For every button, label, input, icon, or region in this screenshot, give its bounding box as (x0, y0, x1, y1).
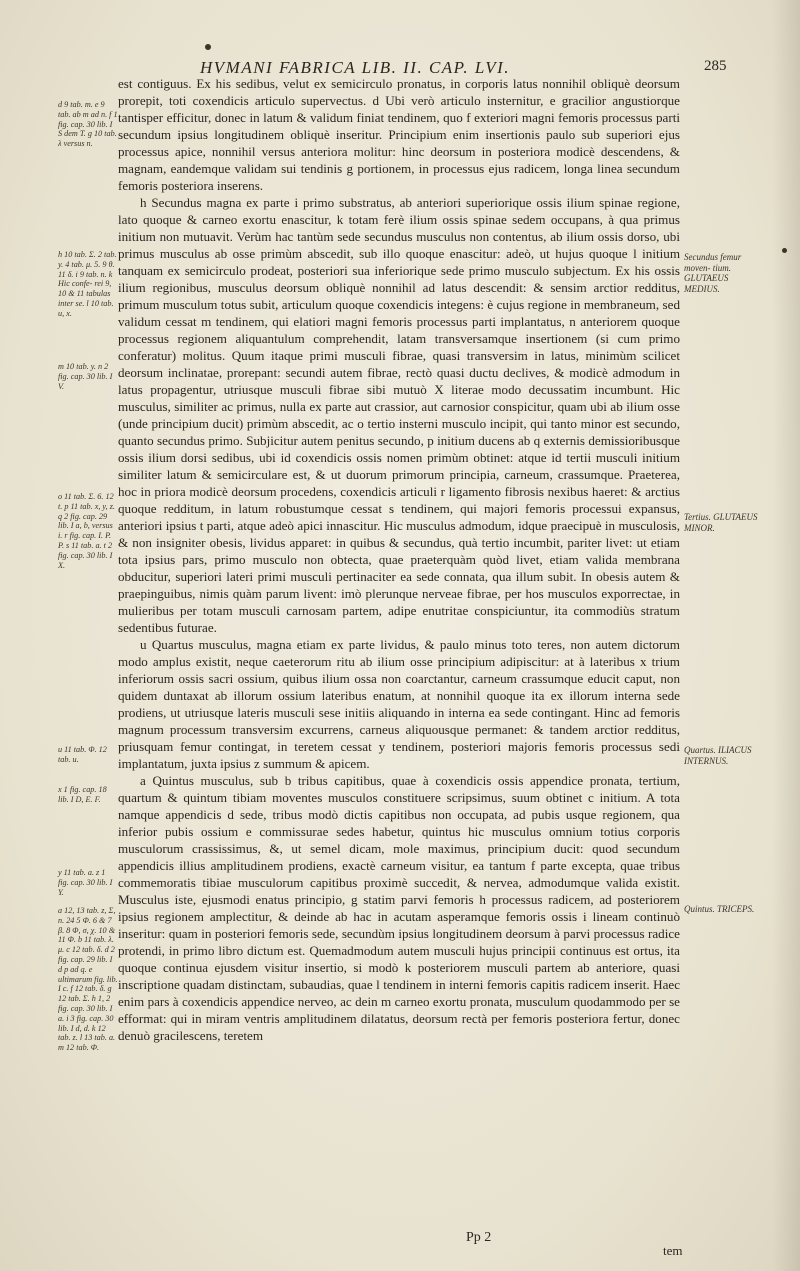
running-title: HVMANI FABRICA LIB. II. CAP. LVI. (200, 58, 510, 77)
margin-note-right: Tertius. GLUTAEUS MINOR. (684, 512, 758, 533)
ink-dot (782, 248, 787, 253)
margin-note-left: a 12, 13 tab. z, Σ, n. 24 5 Φ. 6 & 7 β. 8 Φ, σ, χ. 10 & 11 Φ. b 11 tab. λ. μ. c 12 tab. δ. d 2 fig. cap. 29 lib. I d p ad q. e ultimarum fig. lib. I c. f 12 tab. δ. g 12 tab. Σ. h 1, 2 fig. cap. 30 lib. I a. i 3 fig. cap. 30 lib. I d, d. k 12 tab. z. l 13 tab. a. m 12 tab. Φ. (58, 906, 118, 1053)
page-gutter-shadow (772, 0, 800, 1271)
paragraph: u Quartus musculus, magna etiam ex parte lividus, & paulo minus toto teres, non autem dictorum modo amplus existit, neque caeterorum ritu ab ilium osse principium adipiscitur: at à lateribus x trium inferiorum ossis sacri ossium, quibus ilium ossa non coarctantur, carneum crassumque educit caput, non quidem duntaxat ab illorum ossium lateribus enatum, at nonnihil quoque ita ex illorum interna sede prodiens, ut utriusque lateris musculi sese initiis aliquando in interna ea sede contingant. Hinc ad femoris magnum processum transversim excurrens, carneus aliquousque permanet: & tandem arctior redditus, priusquam femur contingat, in teretem cessat y tendinem, posteriori majoris femoris processus sedi implantatum, juxta ipsius z summum & apicem. (118, 637, 680, 771)
margin-note-left: y 11 tab. a. z 1 fig. cap. 30 lib. I Y. (58, 868, 113, 897)
margin-note-left: h 10 tab. Σ. 2 tab. y. 4 tab. μ. 5. 9 θ. 11 δ. i 9 tab. n. k Hic confe- rei 9, 10 & 11 tabulas inter se. l 10 tab. u, x. (58, 250, 117, 318)
ink-dot (205, 44, 211, 50)
catchword: tem (663, 1243, 683, 1258)
margin-note-left: m 10 tab. y. n 2 fig. cap. 30 lib. I V. (58, 362, 113, 391)
main-text (118, 75, 680, 1044)
margin-note-right: Quartus. ILIACUS INTERNUS. (684, 745, 752, 766)
paragraph: est contiguus. Ex his sedibus, velut ex semicirculo pronatus, in corporis latus nonnihil obliquè deorsum prorepit, toti coxendicis articulo supervectus. d Ubi verò articulo insternitur, e gracilior angustiorque tantisper efficitur, donec in latum & validum finiat tendinem, quo f exteriori magni femoris processus parti secundum ipsius longitudinem obliquè inseritur. Principium enim insertionis paulo sub superiori ejus processus apice, nonnihil versus anteriora molitur: hinc deorsum in posteriora modicè descendens, & magnam, eandemque validam sui tendinis g portionem, in processus ejus radicem, longa linea secundum femoris posteriora inserens. (118, 76, 680, 193)
margin-note-left: d 9 tab. m. e 9 tab. ab m ad n. f 1 fig. cap. 30 lib. I S dem T. g 10 tab. λ versus n. (58, 100, 118, 149)
margin-note-right: Quintus. TRICEPS. (684, 904, 755, 914)
paragraph: a Quintus musculus, sub b tribus capitibus, quae à coxendicis ossis appendice pronata, tertium, quartum & quintum tibiam moventes musculos constituere scripsimus, suum obtinet c initium. A tota namque appendicis d sede, tribus modò dictis capitibus non occupata, ad pubis usque regionem, qua inferior pubis ossium e commissurae sedes habetur, quintus hic musculus omnium totius corporis musculorum crassissimus, &, ut semel dicam, mole maximus, principium ducit: quod secundum appendicis illius amplitudinem prodiens, exactè carneum visitur, ea tantum f parte excepta, quae tribus commemoratis tibiae musculorum capitibus proximè succedit, & nervea, admodumque valida existit. Musculus iste, ejusmodi enatus principio, g statim parvi femoris h processus radicem, ad posteriorem ipsius regionem amplectitur, & deinde ab hac in acutam asperamque femoris ossis i lineam continuò inseritur: quam in posteriori femoris sede, secundùm ipsius longitudinem deorsum à parvi processus radice protendi, in primo libro dictum est. Quemadmodum autem musculi hujus principii continuus est ortus, ita quoque continua ejusdem visitur insertio, si modò k posteriorem musculi partem ab anteriore, quasi inscriptione quadam distinctam, subaudias, quae l tendinem in interni femoris capitis radicem inserit. Haec enim pars à coxendicis appendice nerveo, ac dein m carneo exortu pronata, musculum quodammodo per se efformat: qui in miram ventris amplitudinem dilatatus, deorsum rectà per femoris posteriora fertur, donec denuò gracilescens, teretem (118, 773, 680, 1043)
page-number: 285 (704, 58, 727, 74)
margin-note-left: u 11 tab. Φ. 12 tab. u. (58, 745, 107, 764)
margin-note-left: o 11 tab. Σ. 6. 12 t. p 11 tab. x, y, z. q 2 fig. cap. 29 lib. I a, b, versus i. r fig. cap. I. P. P. s 11 tab. a. t 2 fig. cap. 30 lib. I X. (58, 492, 115, 570)
margin-note-left: x 1 fig. cap. 18 lib. I D, E. F. (58, 785, 107, 804)
margin-note-right: Secundus femur moven- tium. GLUTAEUS MEDIUS. (684, 252, 742, 294)
paragraph: h Secundus magna ex parte i primo substratus, ab anteriori superiorique ossis ilium spinae regione, lato quoque & carneo exortu enascitur, k totam ferè ilium ossis spinae sedem occupans, à qua primus initium non mutuavit. Verùm hac tantùm sede secundus musculus non contentus, ab ilium ossis dorso, ubi primus musculus ab osse primùm abscedit, sub illo quoque enascitur: adeò, ut hujus quoque l initium tanquam ex semicirculo prodeat, posteriori sua inferiorique sede primo musculo subjectum. Ex his ossis ilium regionibus, musculus deorsum obliquè nonnihil ad latus descendit: & sensim arctior redditus, primum musculum totus subit, articulum quoque coxendicis integens: è cujus regione in membraneum, sed validum cessat m tendinem, qui elatiori magni femoris processus parti implantatus, n anteriorem quoque processus regionem aliquantulum comprehendit, latam transversamque insertionem (si cum primo conferatur) molitus. Quum itaque primi musculi fibrae, quasi transversim in latus, minimùm scilicet deorsum inclinatae, prorepant: secundi autem fibrae, rectò quasi ductu declives, & modicè admodum in latus propagentur, utriusque musculi fibrae sibi mutuò X literae modo decussatim incumbunt. Hic musculus, similiter ac primus, nulla ex parte aut crassior, aut carnosior conspicitur, quam ubi ab ilium osse (unde principium ducit) primùm abscedit, ac o tertio insterni musculo incipit, qui tanto minor est secundo, quanto secundus primo. Subjicitur autem penitus secundo, p initium ducens ab q externis demissioribusque ossis ilium dorsi sedibus, ubi id coxendicis ossis nomen primùm obtinet: atque id tertii musculi initium similiter latum & semicirculare est, & ut duorum primorum principia, carneum, crassumque. Praeterea, hoc in priora modicè deorsum procedens, coxendicis articuli r ligamento fibrosis nexibus haeret: & arctius quoque redditum, in latum robustumque cessat s tendinem, qui majori femoris processui expansus, anteriori ipsius t parti, atque adeò apici innascitur. Hic musculus admodum, idque praecipuè in musculosis, & non insigniter obesis, lividus apparet: in quibus & secundus, quà tertio incumbit, pariter livet: ut etiam tota ipsius pars, primo musculo non obtecta, quae praeterquàm quòd livet, etiam valida membrana obducitur, superiori lateri primi musculi pertinaciter ea sede connata, qua illum subit. In obesis autem & praepinguibus, nimis quàm parum livent: imò plerunque nerveae fibrae, per hos musculos exporrectae, in mulieribus per totam musculi carnosam partem, adipe enutritae conspiciuntur, ita commodiùs stratum sedentibus futurae. (118, 195, 680, 635)
signature-mark: Pp 2 (466, 1230, 492, 1245)
